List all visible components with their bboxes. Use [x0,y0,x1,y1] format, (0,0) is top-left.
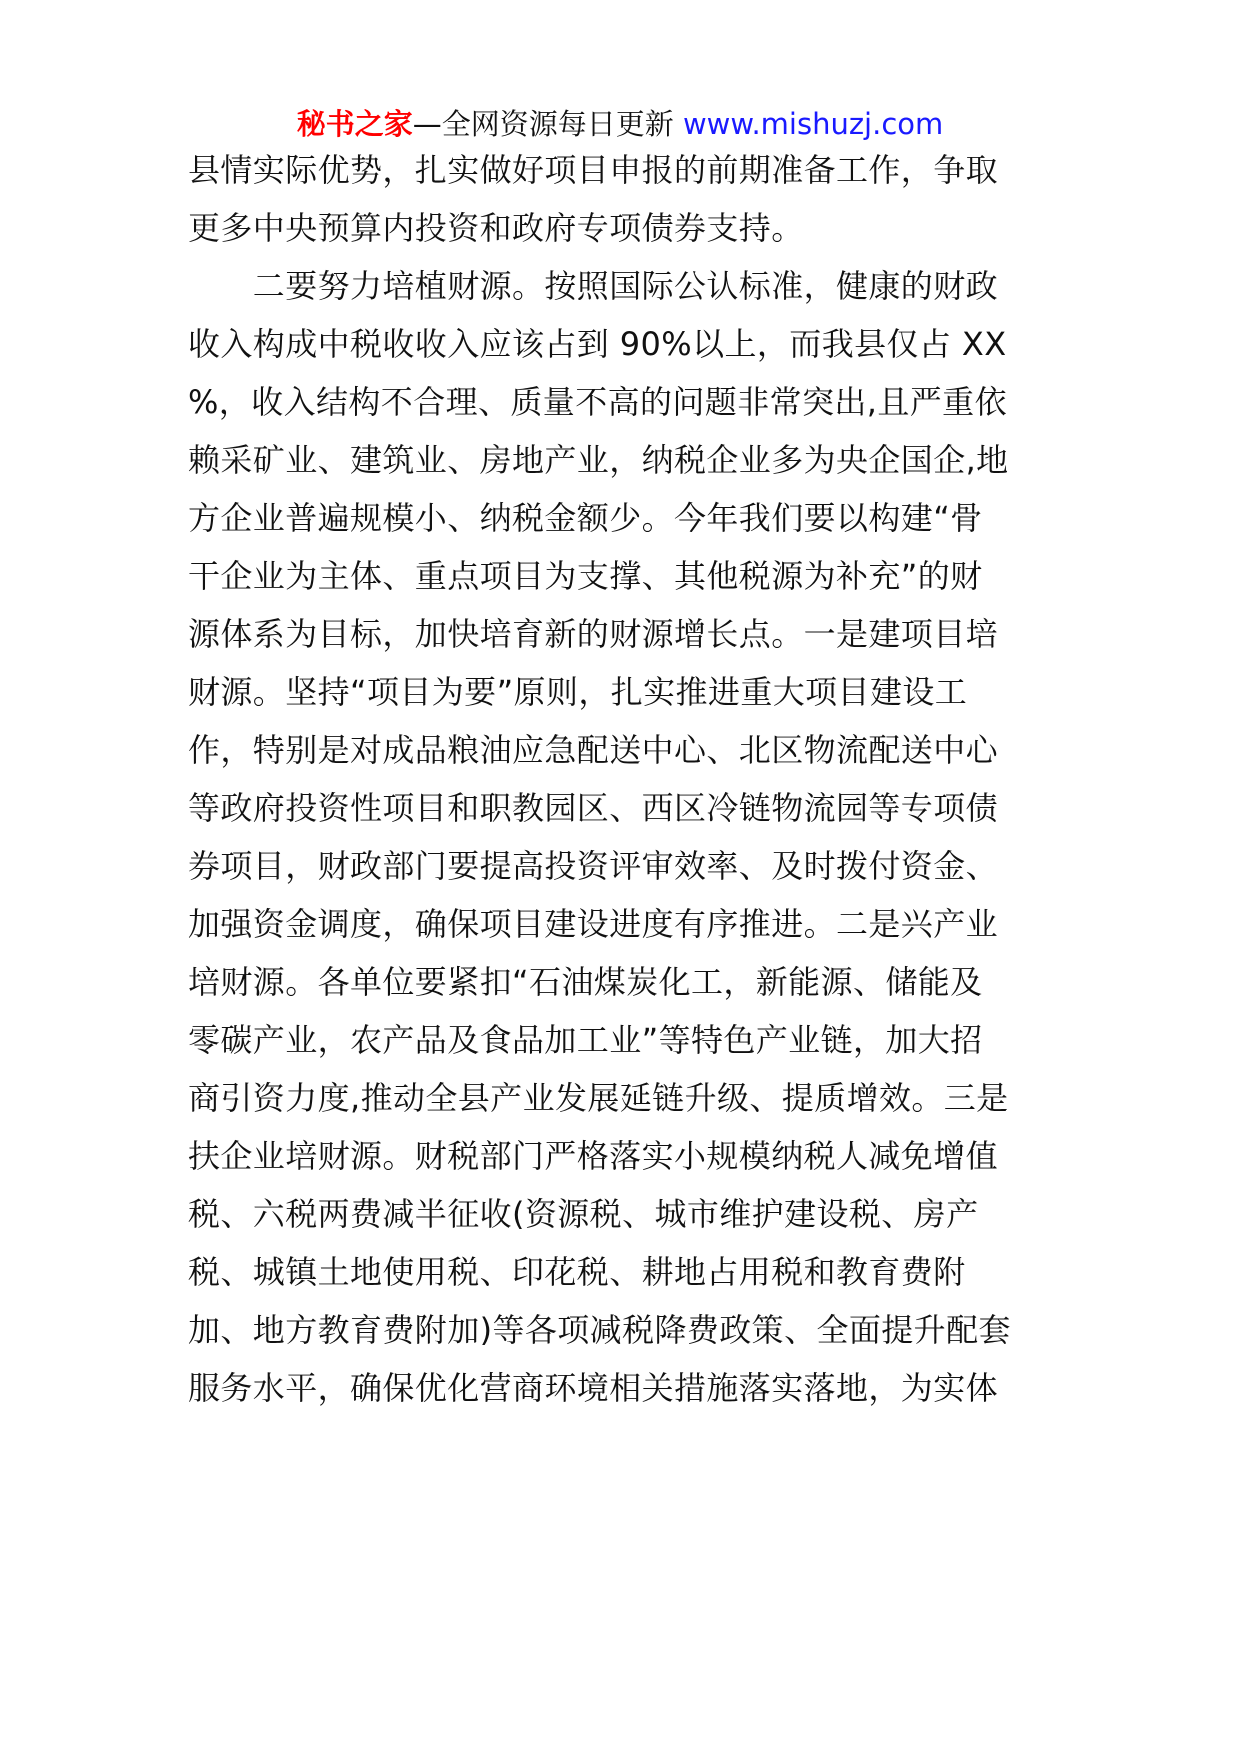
text-line: 财源。坚持“项目为要”原则，扎实推进重大项目建设工 [188,673,968,711]
text-line: 方企业普遍规模小、纳税金额少。今年我们要以构建“骨 [188,499,983,537]
text-line: 干企业为主体、重点项目为支撑、其他税源为补充”的财 [188,557,983,595]
text-line: 商引资力度,推动全县产业发展延链升级、提质增效。三是 [188,1079,1009,1117]
text-line: 等政府投资性项目和职教园区、西区冷链物流园等专项债 [188,789,999,827]
text-line: 培财源。各单位要紧扣“石油煤炭化工，新能源、储能及 [188,963,983,1001]
text-line: 赖采矿业、建筑业、房地产业，纳税企业多为央企国企,地 [188,441,1009,479]
text-line: 源体系为目标，加快培育新的财源增长点。一是建项目培 [188,615,999,653]
text-line: %，收入结构不合理、质量不高的问题非常突出,且严重依 [188,383,1007,421]
text-line: 加、地方教育费附加)等各项减税降费政策、全面提升配套 [188,1311,1011,1349]
header-slogan: —全网资源每日更新 [412,107,674,141]
site-url: www.mishuzj.com [682,107,944,141]
text-line: 券项目，财政部门要提高投资评审效率、及时拨付资金、 [188,847,999,885]
text-line: 扶企业培财源。财税部门严格落实小规模纳税人减免增值 [188,1137,999,1175]
text-line: 服务水平，确保优化营商环境相关措施落实落地，为实体 [188,1369,999,1407]
document-header [0,104,1240,144]
text-line: 零碳产业，农产品及食品加工业”等特色产业链，加大招 [188,1021,983,1059]
text-line: 加强资金调度，确保项目建设进度有序推进。二是兴产业 [188,905,999,943]
text-line: 县情实际优势，扎实做好项目申报的前期准备工作，争取 [188,151,999,189]
text-line: 税、城镇土地使用税、印花税、耕地占用税和教育费附 [188,1253,966,1291]
text-line: 二要努力培植财源。按照国际公认标准，健康的财政 [188,267,999,305]
text-line: 收入构成中税收收入应该占到 90%以上，而我县仅占 XX [188,325,1007,363]
brand-name: 秘书之家 [296,107,413,141]
text-line: 更多中央预算内投资和政府专项债券支持。 [188,209,804,247]
text-line: 税、六税两费减半征收(资源税、城市维护建设税、房产 [188,1195,979,1233]
text-line: 作，特别是对成品粮油应急配送中心、北区物流配送中心 [188,731,999,769]
